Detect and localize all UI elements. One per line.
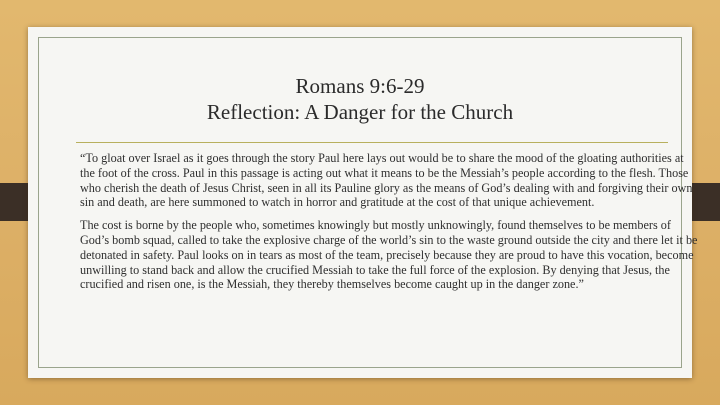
slide-title bbox=[28, 73, 692, 125]
title-divider bbox=[76, 142, 668, 143]
slide-title-line-1: Romans 9:6-29 bbox=[295, 74, 425, 98]
slide-card bbox=[28, 27, 698, 378]
quote-paragraph-2: The cost is borne by the people who, sometimes knowingly but mostly unknowingly, found themselves to be members of God’s bomb squad, called to take the explosive charge of the world’s sin to the waste ground outside the city and there let it be detonated in safety. Paul looks on in tears as most of the team, precisely because they are proud to have this vocation, become unwilling to stand back and allow the crucified Messiah to take the full force of the explosion. By denying that Jesus, the crucified and risen one, is the Messiah, they thereby themselves become caught up in the danger zone.” bbox=[80, 218, 698, 292]
quote-paragraph-1: “To gloat over Israel as it goes through the story Paul here lays out would be to share the mood of the gloating authorities at the foot of the cross. Paul in this passage is acting out what it means to be the Messiah’s people according to the flesh. Those who cherish the death of Jesus Christ, seen in all its Pauline glory as the means of God’s dealing with and forgiving their own sin and death, are here summoned to watch in horror and gratitude at the cost of that unique achievement. bbox=[80, 151, 693, 210]
slide-body bbox=[80, 151, 700, 300]
slide-title-line-2: Reflection: A Danger for the Church bbox=[206, 100, 514, 124]
